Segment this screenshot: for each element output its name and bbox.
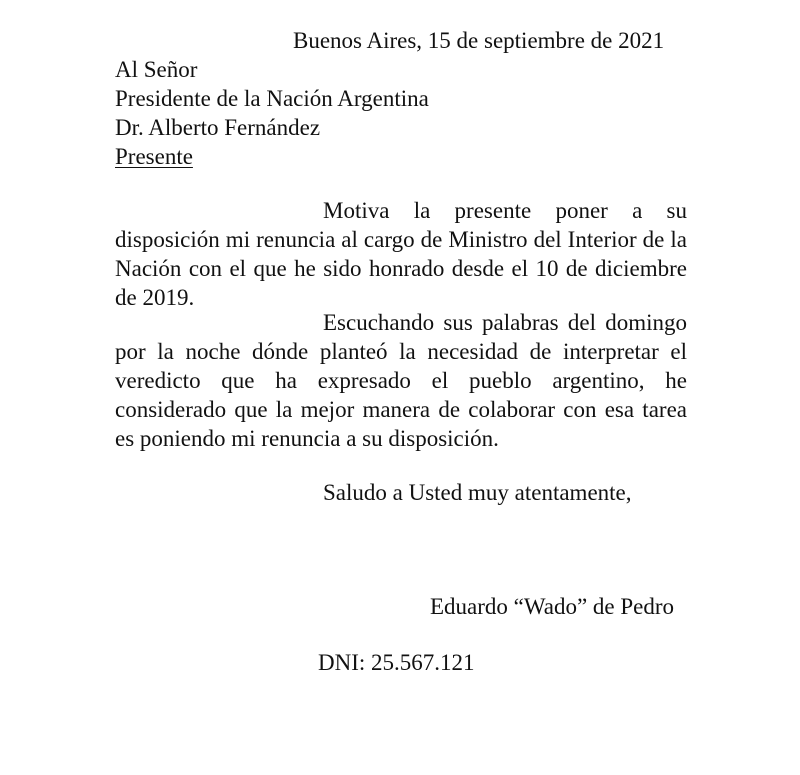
body-paragraph-2: Escuchando sus palabras del domingo por la noche dónde planteó la necesidad de interpretar el veredicto que ha expresado el pueblo argentino, he considerado que la mejor manera de colaborar con esa tarea es poniendo mi renuncia a su disposición. — [115, 310, 687, 451]
addressee-salutation: Al Señor — [115, 57, 198, 82]
date-line: Buenos Aires, 15 de septiembre de 2021 — [293, 28, 665, 53]
addressee-position: Presidente de la Nación Argentina — [115, 86, 429, 111]
closing-line: Saludo a Usted muy atentamente, — [323, 480, 632, 505]
addressee-name: Dr. Alberto Fernández — [115, 115, 321, 140]
presente-label: Presente — [115, 144, 193, 169]
dni-line: DNI: 25.567.121 — [318, 650, 475, 675]
signature-name: Eduardo “Wado” de Pedro — [430, 594, 675, 619]
addressee-block — [115, 55, 615, 171]
body-paragraph-1: Motiva la presente poner a su disposición mi renuncia al cargo de Ministro del Interior de la Nación con el que he sido honrado desde el 10 de diciembre de 2019. — [115, 198, 687, 310]
